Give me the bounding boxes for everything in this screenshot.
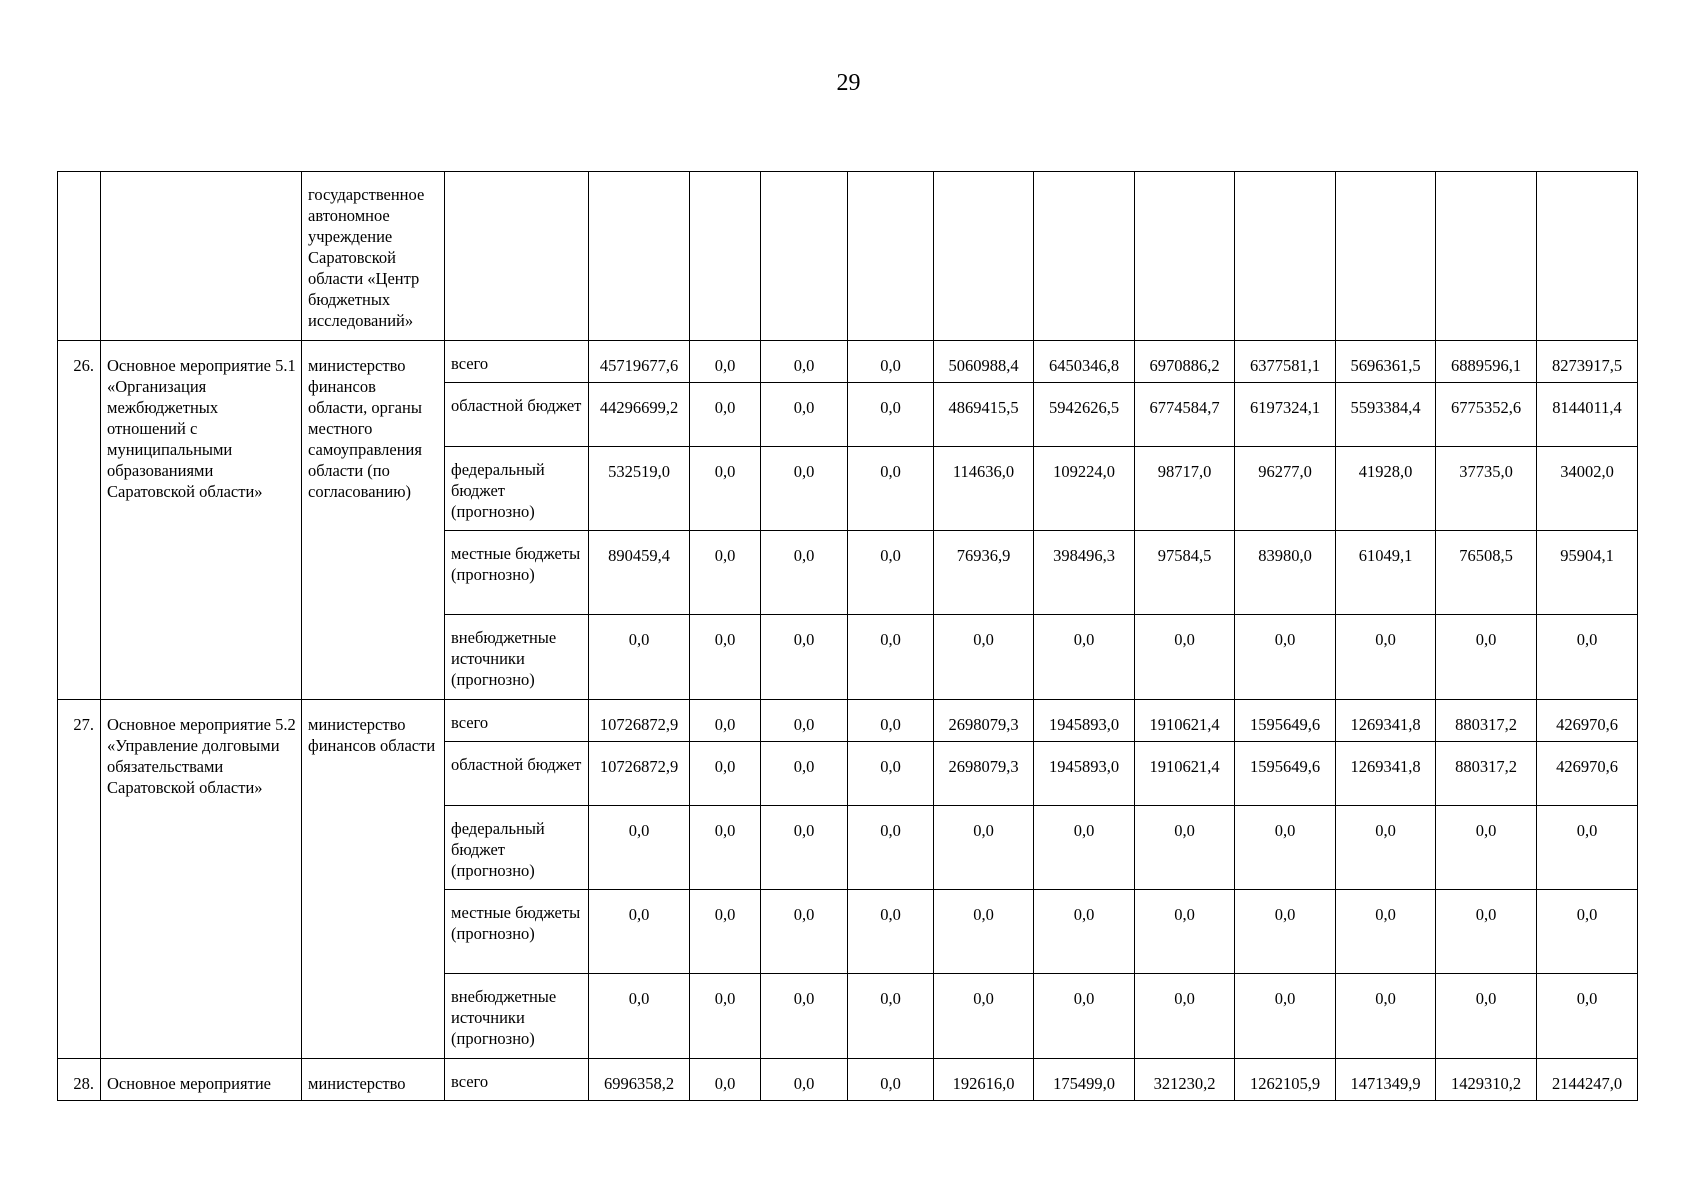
value-cell: 0,0: [690, 1059, 761, 1101]
value-cell: 0,0: [1235, 615, 1336, 700]
value-cell: 1269341,8: [1336, 700, 1436, 742]
value-cell: 532519,0: [589, 447, 690, 531]
value-cell: 0,0: [761, 1059, 848, 1101]
value-cell: 0,0: [690, 974, 761, 1059]
value-cell: 0,0: [1235, 974, 1336, 1059]
value-cell: 4869415,5: [934, 383, 1034, 447]
value-cell: 2698079,3: [934, 742, 1034, 806]
value-cell: 0,0: [1034, 890, 1135, 974]
value-cell: 0,0: [690, 531, 761, 615]
value-cell: 0,0: [934, 890, 1034, 974]
value-cell: 37735,0: [1436, 447, 1537, 531]
value-cell: 5593384,4: [1336, 383, 1436, 447]
value-cell: [589, 172, 690, 341]
value-cell: 0,0: [848, 341, 934, 383]
value-cell: 0,0: [848, 700, 934, 742]
value-cell: 44296699,2: [589, 383, 690, 447]
value-cell: 0,0: [761, 447, 848, 531]
value-cell: 0,0: [848, 974, 934, 1059]
value-cell: [1537, 172, 1638, 341]
value-cell: 0,0: [1135, 806, 1235, 890]
value-cell: 0,0: [690, 806, 761, 890]
value-cell: 8273917,5: [1537, 341, 1638, 383]
value-cell: 1910621,4: [1135, 742, 1235, 806]
value-cell: 0,0: [1436, 890, 1537, 974]
value-cell: 0,0: [1135, 615, 1235, 700]
value-cell: 0,0: [1537, 890, 1638, 974]
source-cell: всего: [445, 700, 589, 742]
value-cell: 0,0: [690, 383, 761, 447]
value-cell: 6774584,7: [1135, 383, 1235, 447]
value-cell: 6970886,2: [1135, 341, 1235, 383]
source-cell: федеральный бюджет (прогнозно): [445, 447, 589, 531]
value-cell: 0,0: [589, 806, 690, 890]
value-cell: 0,0: [690, 890, 761, 974]
value-cell: 0,0: [1336, 615, 1436, 700]
value-cell: 0,0: [690, 447, 761, 531]
table-row: [58, 341, 1638, 383]
value-cell: [1135, 172, 1235, 341]
value-cell: 1945893,0: [1034, 700, 1135, 742]
value-cell: 1262105,9: [1235, 1059, 1336, 1101]
value-cell: 0,0: [1537, 806, 1638, 890]
source-cell: всего: [445, 1059, 589, 1101]
value-cell: 0,0: [589, 615, 690, 700]
value-cell: 0,0: [589, 890, 690, 974]
value-cell: 2144247,0: [1537, 1059, 1638, 1101]
value-cell: 880317,2: [1436, 742, 1537, 806]
value-cell: 0,0: [848, 531, 934, 615]
row-number-cell: 26.: [58, 341, 101, 700]
value-cell: 0,0: [1235, 806, 1336, 890]
value-cell: 0,0: [690, 615, 761, 700]
value-cell: 5942626,5: [1034, 383, 1135, 447]
value-cell: 0,0: [848, 447, 934, 531]
value-cell: 6996358,2: [589, 1059, 690, 1101]
value-cell: 5060988,4: [934, 341, 1034, 383]
value-cell: [690, 172, 761, 341]
value-cell: [848, 172, 934, 341]
budget-table: [57, 171, 1638, 1101]
value-cell: 0,0: [761, 890, 848, 974]
value-cell: 0,0: [848, 383, 934, 447]
value-cell: 1945893,0: [1034, 742, 1135, 806]
value-cell: 34002,0: [1537, 447, 1638, 531]
source-cell: местные бюджеты (прогнозно): [445, 890, 589, 974]
executor-cell: министерство: [302, 1059, 445, 1101]
value-cell: 0,0: [1537, 615, 1638, 700]
value-cell: 0,0: [761, 700, 848, 742]
value-cell: 0,0: [1336, 890, 1436, 974]
value-cell: 0,0: [1336, 806, 1436, 890]
value-cell: 1595649,6: [1235, 742, 1336, 806]
value-cell: 175499,0: [1034, 1059, 1135, 1101]
source-cell: внебюджетные источники (прогнозно): [445, 974, 589, 1059]
value-cell: 0,0: [761, 615, 848, 700]
value-cell: 0,0: [761, 742, 848, 806]
value-cell: 8144011,4: [1537, 383, 1638, 447]
value-cell: 0,0: [690, 700, 761, 742]
source-cell: областной бюджет: [445, 742, 589, 806]
table-row: [58, 1059, 1638, 1101]
value-cell: 0,0: [1336, 974, 1436, 1059]
value-cell: 114636,0: [934, 447, 1034, 531]
row-number-cell: [58, 172, 101, 341]
value-cell: 6775352,6: [1436, 383, 1537, 447]
value-cell: 0,0: [690, 341, 761, 383]
value-cell: 426970,6: [1537, 742, 1638, 806]
value-cell: 1429310,2: [1436, 1059, 1537, 1101]
value-cell: 0,0: [1436, 615, 1537, 700]
value-cell: 880317,2: [1436, 700, 1537, 742]
value-cell: 0,0: [761, 974, 848, 1059]
value-cell: 0,0: [761, 383, 848, 447]
value-cell: 426970,6: [1537, 700, 1638, 742]
value-cell: 0,0: [848, 890, 934, 974]
value-cell: 0,0: [848, 1059, 934, 1101]
value-cell: 0,0: [934, 806, 1034, 890]
value-cell: [1034, 172, 1135, 341]
value-cell: 5696361,5: [1336, 341, 1436, 383]
executor-cell: министерство финансов области, органы местного самоуправления области (по согласованию): [302, 341, 445, 700]
value-cell: 0,0: [1034, 974, 1135, 1059]
source-cell: федеральный бюджет (прогнозно): [445, 806, 589, 890]
value-cell: 0,0: [848, 806, 934, 890]
row-number-cell: 27.: [58, 700, 101, 1059]
source-cell: всего: [445, 341, 589, 383]
value-cell: 0,0: [1135, 890, 1235, 974]
value-cell: 398496,3: [1034, 531, 1135, 615]
executor-cell: государственное автономное учреждение Саратовской области «Центр бюджетных исследований»: [302, 172, 445, 341]
value-cell: 10726872,9: [589, 742, 690, 806]
source-cell: областной бюджет: [445, 383, 589, 447]
value-cell: 98717,0: [1135, 447, 1235, 531]
value-cell: 1595649,6: [1235, 700, 1336, 742]
value-cell: 0,0: [761, 341, 848, 383]
value-cell: [1235, 172, 1336, 341]
measure-name-cell: Основное мероприятие: [101, 1059, 302, 1101]
value-cell: 1471349,9: [1336, 1059, 1436, 1101]
row-number-cell: 28.: [58, 1059, 101, 1101]
value-cell: 95904,1: [1537, 531, 1638, 615]
value-cell: 0,0: [589, 974, 690, 1059]
measure-name-cell: [101, 172, 302, 341]
value-cell: 109224,0: [1034, 447, 1135, 531]
value-cell: 76508,5: [1436, 531, 1537, 615]
value-cell: 0,0: [1436, 806, 1537, 890]
source-cell: местные бюджеты (прогнозно): [445, 531, 589, 615]
value-cell: 0,0: [1436, 974, 1537, 1059]
value-cell: 321230,2: [1135, 1059, 1235, 1101]
value-cell: 96277,0: [1235, 447, 1336, 531]
value-cell: 0,0: [1034, 806, 1135, 890]
value-cell: 0,0: [761, 806, 848, 890]
value-cell: 6889596,1: [1436, 341, 1537, 383]
value-cell: 61049,1: [1336, 531, 1436, 615]
value-cell: [761, 172, 848, 341]
value-cell: 41928,0: [1336, 447, 1436, 531]
value-cell: 6197324,1: [1235, 383, 1336, 447]
value-cell: 10726872,9: [589, 700, 690, 742]
value-cell: 45719677,6: [589, 341, 690, 383]
value-cell: 0,0: [761, 531, 848, 615]
value-cell: 83980,0: [1235, 531, 1336, 615]
table-row: [58, 172, 1638, 341]
source-cell: внебюджетные источники (прогнозно): [445, 615, 589, 700]
value-cell: 0,0: [1034, 615, 1135, 700]
value-cell: 0,0: [934, 974, 1034, 1059]
value-cell: 6377581,1: [1235, 341, 1336, 383]
value-cell: [934, 172, 1034, 341]
measure-name-cell: Основное мероприятие 5.1 «Организация межбюджетных отношений с муниципальными образованиями Саратовской области»: [101, 341, 302, 700]
value-cell: 0,0: [1235, 890, 1336, 974]
value-cell: 1910621,4: [1135, 700, 1235, 742]
value-cell: 192616,0: [934, 1059, 1034, 1101]
value-cell: 0,0: [848, 742, 934, 806]
value-cell: 2698079,3: [934, 700, 1034, 742]
value-cell: [1436, 172, 1537, 341]
value-cell: 0,0: [690, 742, 761, 806]
value-cell: 1269341,8: [1336, 742, 1436, 806]
value-cell: 890459,4: [589, 531, 690, 615]
value-cell: [1336, 172, 1436, 341]
value-cell: 6450346,8: [1034, 341, 1135, 383]
executor-cell: министерство финансов области: [302, 700, 445, 1059]
source-cell: [445, 172, 589, 341]
value-cell: 0,0: [1537, 974, 1638, 1059]
value-cell: 76936,9: [934, 531, 1034, 615]
value-cell: 0,0: [848, 615, 934, 700]
page-number: 29: [836, 70, 861, 96]
value-cell: 97584,5: [1135, 531, 1235, 615]
measure-name-cell: Основное мероприятие 5.2 «Управление долговыми обязательствами Саратовской области»: [101, 700, 302, 1059]
table-row: [58, 700, 1638, 742]
value-cell: 0,0: [1135, 974, 1235, 1059]
value-cell: 0,0: [934, 615, 1034, 700]
